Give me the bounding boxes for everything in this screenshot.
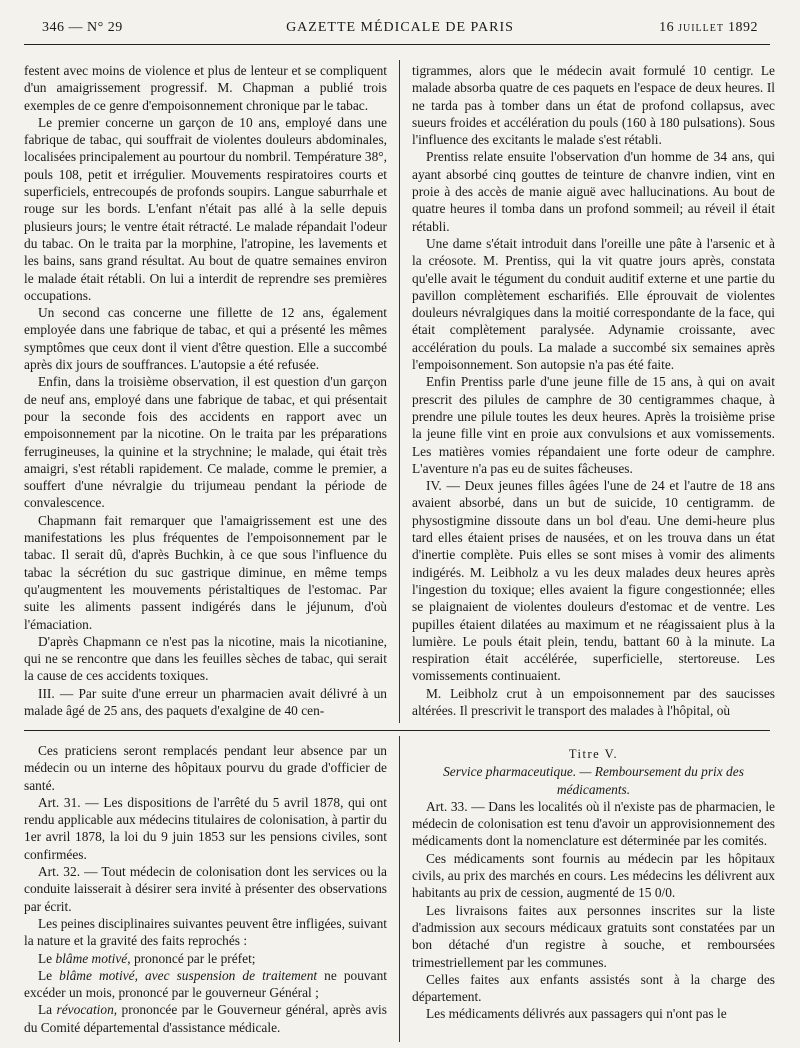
paragraph: IV. — Deux jeunes filles âgées l'une de 24 et l'autre de 18 ans avaient absorbé, dans un but de suicide, 10 centigramm. de physostigmine dissoute dans un bol d'eau. Une demi-heure plus tard elles étaient prises de nausées, et on les trouva dans un état d'inertie complète. Puis elles se sont mises à vomir des aliments indigérés. M. Leibholz a vu les deux malades deux heures après l'ingestion du toxique; elles avaient la figure congestionnée; elles se plaignaient de violentes douleurs d'estomac et de ventre. Les pupilles étaient dilatées au maximum et ne réagissaient plus à la lumière. Le pouls était plein, tendu, battant 60 à la minute. La respiration était accélérée, superficielle, stertoreuse. Les vomissements continuaient.	[412, 478, 775, 684]
article-column-left	[24, 62, 387, 719]
column-divider-bottom	[399, 736, 400, 1042]
paragraph: Le premier concerne un garçon de 10 ans, employé dans une fabrique de tabac, qui souffrait de violentes douleurs abdominales, localisées principalement au pourtour du nombril. Température 38°, pouls 108, petit et irrégulier. Mouvements respiratoires courts et superficiels, entrecoupés de profonds soupirs. Langue saburrhale et rouge sur les bords. L'enfant n'était pas allé à la selle depuis plusieurs jours; le ventre était rétracté. Le malade répandait l'odeur du tabac. On le traita par la morphine, l'atropine, les lavements et les bains, sans grand résultat. Au bout de quatre semaines environ le malade était rétabli. On lui a interdit de reprendre ses premières occupations.	[24, 114, 388, 303]
article-column-right	[412, 62, 775, 719]
paragraph: Chapmann fait remarquer que l'amaigrissement est une des manifestations les plus fréquentes de l'empoisonnement par le tabac. Il serait dû, d'après Buchkin, à ce que sous l'influence du tabac la sécrétion du suc gastrique diminue, en même temps qu'augmentent les mouvements péristaltiques de l'estomac. Par suite les aliments passent indigérés dans le jéjunum, d'où l'émaciation.	[24, 512, 387, 632]
paragraph: Les peines disciplinaires suivantes peuvent être infligées, suivant la nature et la gravité des faits reprochés :	[24, 915, 387, 949]
page-header	[30, 18, 770, 40]
paragraph: La révocation, prononcée par le Gouverneur général, après avis du Comité départemental d'assistance médicale.	[24, 1002, 387, 1035]
paragraph: tigrammes, alors que le médecin avait formulé 10 centigr. Le malade absorba quatre de ces paquets en l'espace de deux heures. Il ne tarda pas à tomber dans un état de profond collapsus, avec sueurs froides et accélération du pouls (160 à 180 pulsations). Sous l'influence des excitants le malade s'est rétabli.	[412, 63, 775, 148]
paragraph: Celles faites aux enfants assistés sont à la charge des département.	[412, 971, 775, 1005]
paragraph: Art. 33. — Dans les localités où il n'existe pas de pharmacien, le médecin de colonisation est tenu d'avoir un approvisionnement des médicaments dont la nomenclature est déterminée par les comités.	[412, 798, 775, 849]
paragraph: Ces praticiens seront remplacés pendant leur absence par un médecin ou un interne des hôpitaux pourvu du grade d'officier de santé.	[24, 743, 387, 793]
paragraph: Le blâme motivé, avec suspension de traitement ne pouvant excéder un mois, prononcé par le gouverneur Général ;	[24, 967, 387, 1001]
paragraph: III. — Par suite d'une erreur un pharmacien avait délivré à un malade âgé de 25 ans, des paquets d'exalgine de 40 cen-	[24, 685, 387, 718]
paragraph: Ces médicaments sont fournis au médecin par les hôpitaux civils, au prix des marchés en cours. Les médecins les délivrent aux habitants au prix de cession, augmenté de 15 0/0.	[412, 850, 775, 901]
paragraph: Art. 32. — Tout médecin de colonisation dont les services ou la conduite laisserait à désirer sera invité à présenter des observations par écrit.	[24, 864, 387, 914]
section-rule	[24, 730, 770, 731]
paragraph: M. Leibholz crut à un empoisonnement par des saucisses altérées. Il prescrivit le transport des malades à l'hôpital, où	[412, 685, 775, 718]
page-number-issue: 346 — N° 29	[42, 20, 123, 35]
paragraph: D'après Chapmann ce n'est pas la nicotine, mais la nicotianine, qui ne se rencontre que dans les feuilles sèches de tabac, qui serait la cause de ces accidents toxiques.	[24, 633, 387, 684]
paragraph: Prentiss relate ensuite l'observation d'un homme de 34 ans, qui ayant absorbé cinq gouttes de teinture de chanvre indien, vint en proie à des accès de manie aiguë avec hallucinations. Au bout de quatre heures il tomba dans un profond sommeil; au réveil il était rétabli.	[412, 149, 775, 234]
paragraph: Art. 31. — Les dispositions de l'arrêté du 5 avril 1878, qui ont rendu applicable aux médecins titulaires de colonisation, à partir du 1er avril 1878, la loi du 9 juin 1853 sur les pensions civiles, sont confirmées.	[24, 794, 387, 862]
paragraph: Un second cas concerne une fillette de 12 ans, également employée dans une fabrique de tabac, et qui a présenté les mêmes symptômes que ceux dont il vient d'être question. Elle a succombé après dix jours de souffrances. L'autopsie a été refusée.	[24, 305, 387, 373]
section-subtitle: Service pharmaceutique. — Remboursement du prix des médicaments.	[443, 764, 744, 797]
paragraph: Les médicaments délivrés aux passagers qui n'ont pas le	[426, 1006, 727, 1022]
paragraph: Enfin, dans la troisième observation, il est question d'un garçon de neuf ans, employé dans une fabrique de tabac, et qui présentait pour la seconde fois des accidents en rapport avec un empoisonnement par la nicotine. On le traita par les préparations ferrugineuses, la quinine et la strychnine; le malade, qui était très amaigri, s'est rétabli rapidement. Ce malade, comme le premier, a souffert d'une névralgie du trijumeau pendant la période de convalescence.	[24, 374, 387, 511]
section-title: Titre V.	[568, 747, 619, 761]
paragraph: Les livraisons faites aux personnes inscrites sur la liste d'admission aux secours médicaux gratuits sont constatées par un bon détaché d'un registre à souche, et remboursées trimestriellement par les communes.	[412, 902, 775, 970]
paragraph: Une dame s'était introduit dans l'oreille une pâte à l'arsenic et à la créosote. M. Prentiss, qui la vit quatre jours après, constata qu'elle avait le tégument du conduit auditif externe et une partie du pavillon complètement escharifiés. Elle éprouvait de violentes douleurs névralgiques dans la moitié correspondante de la face, qui était complètement paralysée. Adynamie croissante, avec accélération du pouls. La malade a succombé six semaines après l'empoisonnement. Son autopsie n'a pas été faite.	[412, 235, 775, 373]
paragraph: festent avec moins de violence et plus de lenteur et se compliquent d'un amaigrissement progressif. M. Chapman a publié trois exemples de ce genre d'empoisonnement chronique par le tabac.	[24, 63, 387, 113]
header-rule	[24, 44, 770, 45]
regulation-column-left	[24, 742, 387, 1036]
journal-title: GAZETTE MÉDICALE DE PARIS	[286, 20, 514, 35]
paragraph: Le blâme motivé, prononcé par le préfet;	[38, 950, 256, 966]
regulation-column-right	[412, 742, 775, 1023]
issue-date: 16 JUILLET 1892	[659, 20, 758, 35]
paragraph: Enfin Prentiss parle d'une jeune fille de 15 ans, à qui on avait prescrit des pilules de camphre de 30 centigrammes chaque, à prendre une pilule toutes les deux heures. Après la troisième prise la jeune fille vint en proie aux convulsions et aux vomissements. Les matières vomies répandaient une forte odeur de camphre. L'aventure n'a pas eu de suites fâcheuses.	[412, 374, 775, 476]
column-divider-top	[399, 60, 400, 723]
